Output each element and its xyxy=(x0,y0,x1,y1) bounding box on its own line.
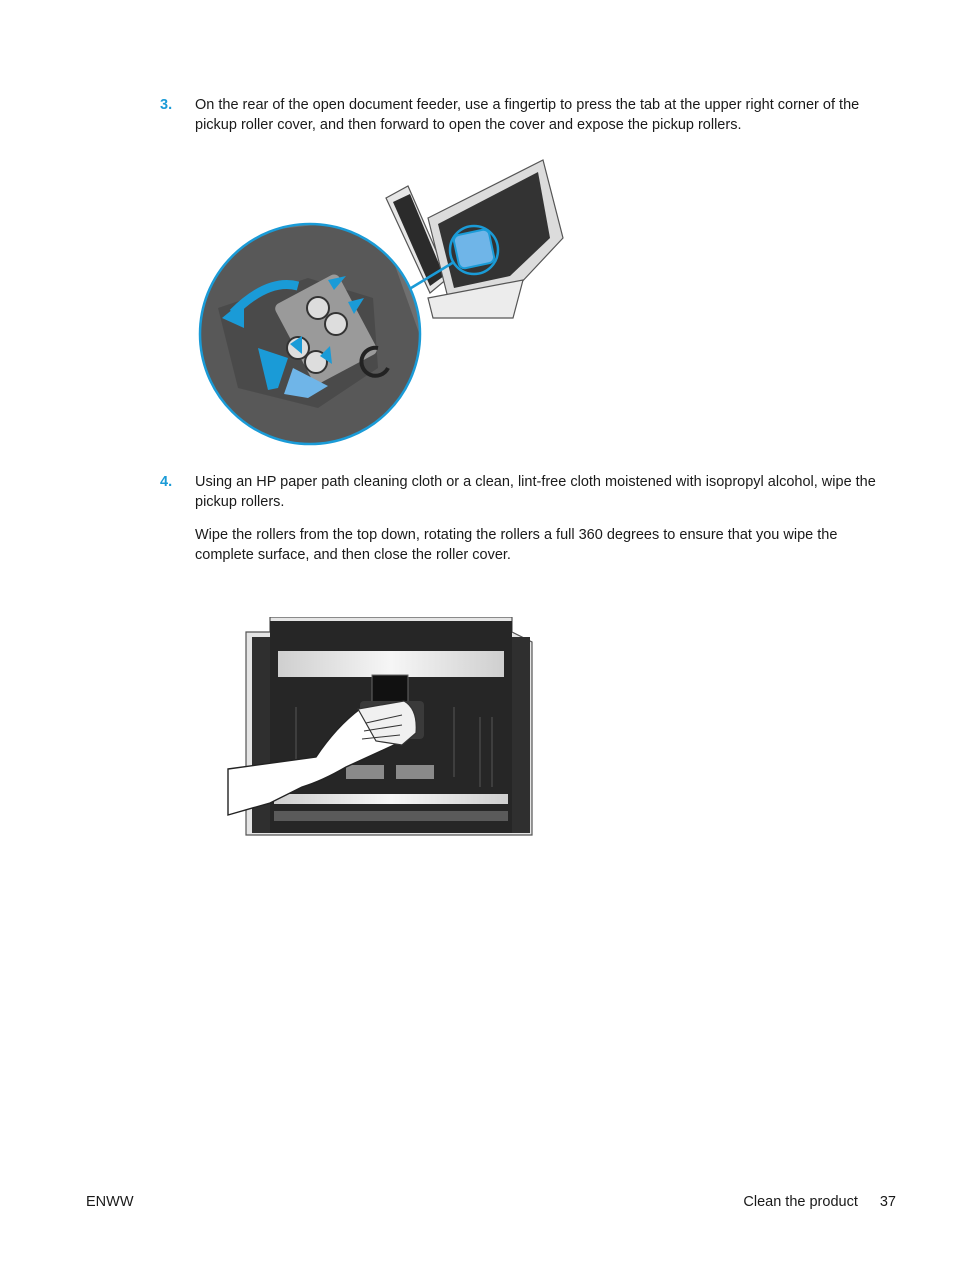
hand-wiping-rollers-icon xyxy=(226,617,536,837)
page-number: 37 xyxy=(879,1194,896,1210)
footer-manual-code: ENWW xyxy=(86,1194,134,1210)
wipe-rollers-illustration xyxy=(226,617,536,837)
step-3-text: On the rear of the open document feeder, use a fingertip to press the tab at the upper right corner of the pickup roller cover, and then forward to open the cover and expose the pickup rollers. xyxy=(195,97,860,133)
footer-section-title: Clean the product xyxy=(743,1194,858,1210)
step-number: 3. xyxy=(160,97,173,113)
scanner-roller-cover-icon xyxy=(198,158,570,450)
step-4 xyxy=(160,472,900,578)
step-4-detail-text: Wipe the rollers from the top down, rotating the rollers a full 360 degrees to ensure that you wipe the complete surface, and then close the roller cover. xyxy=(195,527,838,563)
open-roller-cover-illustration xyxy=(198,158,570,450)
step-3 xyxy=(160,95,900,148)
step-4-text: Using an HP paper path cleaning cloth or a clean, lint-free cloth moistened with isopropyl alcohol, wipe the pickup rollers. xyxy=(195,474,876,510)
step-number: 4. xyxy=(160,474,173,490)
footer-page-info xyxy=(743,1192,896,1212)
